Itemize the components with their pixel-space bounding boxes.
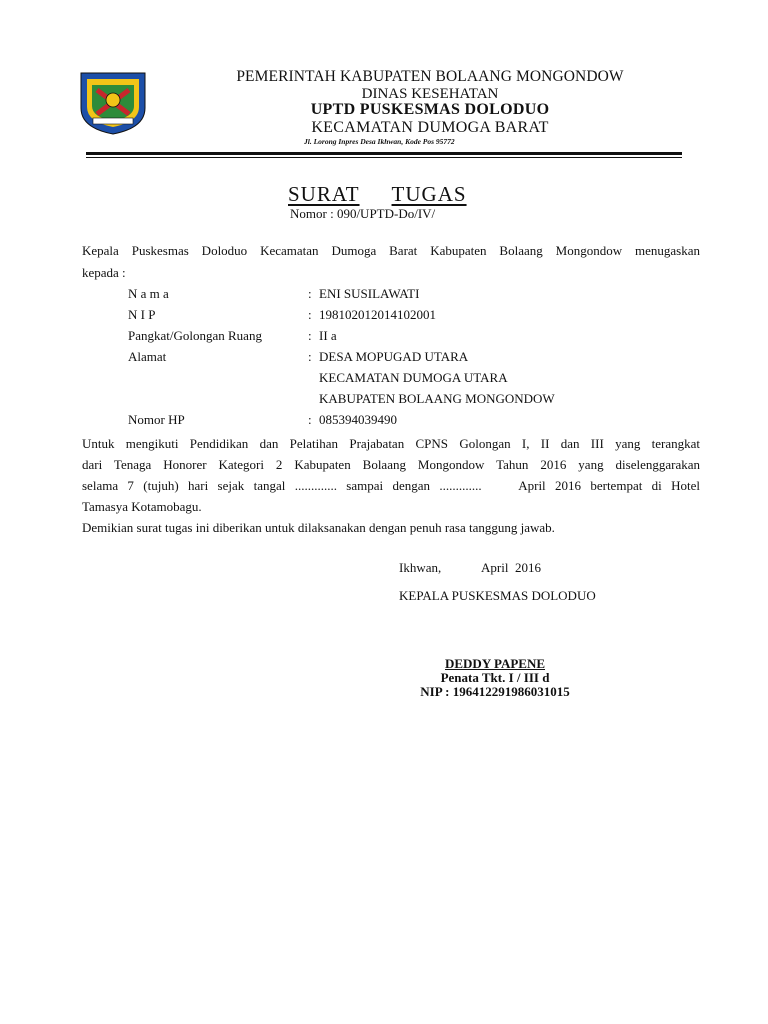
purpose-line-2: dari Tenaga Honorer Kategori 2 Kabupaten Bolaang Mongondow Tahun 2016 yang diselenggarakan (82, 457, 700, 472)
intro-line-2: kepada : (82, 265, 126, 280)
title-word-1: SURAT (288, 182, 360, 206)
field-colon: : (308, 286, 312, 301)
field-value-address: DESA MOPUGAD UTARA (319, 349, 469, 364)
purpose-line-1: Untuk mengikuti Pendidikan dan Pelatihan Prajabatan CPNS Golongan I, II dan III yang terangkat (82, 436, 700, 451)
letterhead-department: DINAS KESEHATAN (361, 86, 499, 102)
purpose-line-4: Tamasya Kotamobagu. (82, 499, 202, 514)
signatory-nip: NIP : 196412291986031015 (420, 684, 570, 699)
signature-place: Ikhwan, (399, 560, 442, 575)
letterhead-divider (86, 152, 682, 155)
letterhead-address: Jl. Lorong Inpres Desa Ikhwan, Kode Pos 95772 (304, 137, 455, 146)
field-colon: : (308, 328, 312, 343)
letterhead-district: KECAMATAN DUMOGA BARAT (311, 119, 549, 136)
field-label-name: N a m a (128, 286, 169, 301)
letterhead-divider-thin (86, 157, 682, 158)
signature-date: April 2016 (481, 560, 541, 575)
letterhead-government: PEMERINTAH KABUPATEN BOLAANG MONGONDOW (236, 68, 624, 85)
intro-line-1: Kepala Puskesmas Doloduo Kecamatan Dumoga Barat Kabupaten Bolaang Mongondow menugaskan (82, 243, 700, 258)
letterhead-unit: UPTD PUSKESMAS DOLODUO (310, 101, 550, 118)
field-value-address-line-2: KECAMATAN DUMOGA UTARA (319, 370, 508, 385)
field-value-name: ENI SUSILAWATI (319, 286, 420, 301)
letter-title (288, 182, 467, 207)
field-label-nip: N I P (128, 307, 156, 322)
closing-statement: Demikian surat tugas ini diberikan untuk dilaksanakan dengan penuh rasa tanggung jawab. (82, 520, 555, 535)
title-word-2: TUGAS (391, 182, 467, 206)
field-colon: : (308, 349, 312, 364)
field-label-address: Alamat (128, 349, 167, 364)
signature-position: KEPALA PUSKESMAS DOLODUO (399, 588, 596, 603)
field-label-phone: Nomor HP (128, 412, 185, 427)
letter-number: Nomor : 090/UPTD-Do/IV/ (290, 206, 436, 221)
field-colon: : (308, 412, 312, 427)
field-value-rank: II a (319, 328, 337, 343)
field-label-rank: Pangkat/Golongan Ruang (128, 328, 262, 343)
signatory-rank: Penata Tkt. I / III d (440, 670, 550, 685)
regency-crest-icon (78, 70, 148, 136)
signatory-name: DEDDY PAPENE (444, 656, 546, 671)
field-value-phone: 085394039490 (319, 412, 397, 427)
field-value-nip: 198102012014102001 (319, 307, 436, 322)
field-value-address-line-3: KABUPATEN BOLAANG MONGONDOW (319, 391, 555, 406)
field-colon: : (308, 307, 312, 322)
purpose-line-3: selama 7 (tujuh) hari sejak tangal ............. sampai dengan ............. April 2016 bertempat di Hotel (82, 478, 700, 493)
